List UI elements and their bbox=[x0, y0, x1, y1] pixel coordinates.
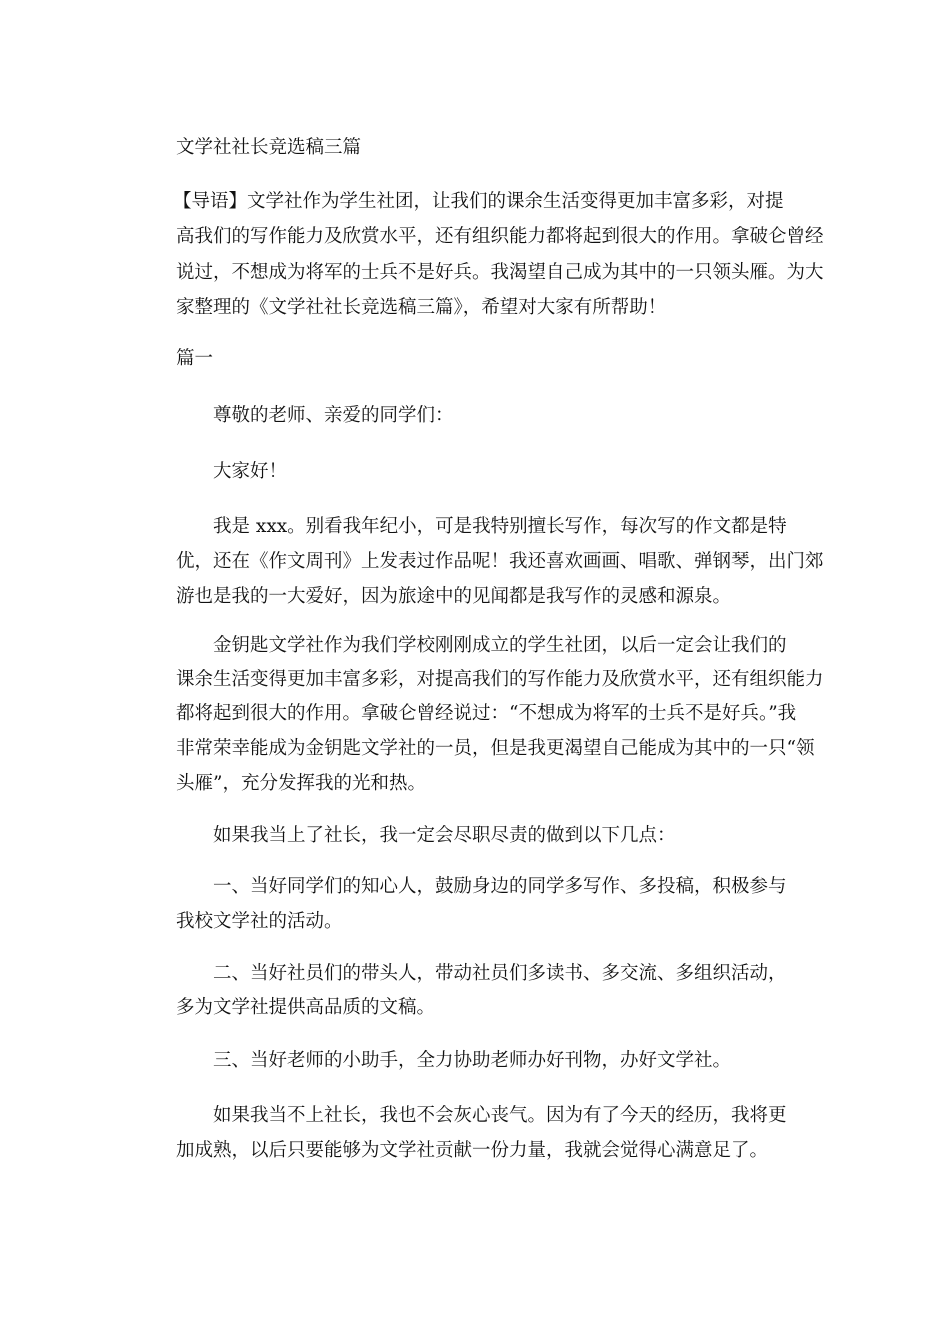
intro-line: 高我们的写作能力及欣赏水平，还有组织能力都将起到很大的作用。拿破仑曾经 bbox=[176, 226, 824, 247]
paragraph-line: 一、当好同学们的知心人，鼓励身边的同学多写作、多投稿，积极参与 bbox=[213, 876, 787, 897]
paragraph-line: 课余生活变得更加丰富多彩，对提高我们的写作能力及欣赏水平，还有组织能力 bbox=[176, 669, 824, 690]
salutation: 尊敬的老师、亲爱的同学们： bbox=[213, 405, 454, 426]
paragraph-line: 三、当好老师的小助手，全力协助老师办好刊物，办好文学社。 bbox=[213, 1050, 732, 1071]
paragraph-line: 游也是我的一大爱好，因为旅途中的见闻都是我写作的灵感和源泉。 bbox=[176, 586, 732, 607]
document-title: 文学社社长竞选稿三篇 bbox=[176, 137, 362, 158]
intro-line: 家整理的《文学社社长竞选稿三篇》，希望对大家有所帮助！ bbox=[176, 297, 667, 318]
paragraph-line: 二、当好社员们的带头人，带动社员们多读书、多交流、多组织活动， bbox=[213, 963, 787, 984]
paragraph-line: 加成熟，以后只要能够为文学社贡献一份力量，我就会觉得心满意足了。 bbox=[176, 1140, 769, 1161]
paragraph-line: 都将起到很大的作用。拿破仑曾经说过：“不想成为将军的士兵不是好兵。”我 bbox=[176, 703, 797, 724]
greeting: 大家好！ bbox=[213, 461, 288, 482]
paragraph-line: 多为文学社提供高品质的文稿。 bbox=[176, 997, 436, 1018]
paragraph-line: 我是 xxx。别看我年纪小，可是我特别擅长写作，每次写的作文都是特 bbox=[213, 516, 787, 537]
intro-line: 【导语】文学社作为学生社团，让我们的课余生活变得更加丰富多彩，对提 bbox=[173, 191, 784, 212]
section-heading: 篇一 bbox=[176, 348, 214, 369]
intro-line: 说过，不想成为将军的士兵不是好兵。我渴望自己成为其中的一只领头雁。为大 bbox=[176, 262, 824, 283]
paragraph-line: 我校文学社的活动。 bbox=[176, 911, 343, 932]
paragraph-line: 如果我当上了社长，我一定会尽职尽责的做到以下几点： bbox=[213, 825, 676, 846]
paragraph-line: 金钥匙文学社作为我们学校刚刚成立的学生社团，以后一定会让我们的 bbox=[213, 635, 787, 656]
paragraph-line: 如果我当不上社长，我也不会灰心丧气。因为有了今天的经历，我将更 bbox=[213, 1105, 787, 1126]
paragraph-line: 头雁”，充分发挥我的光和热。 bbox=[176, 773, 426, 794]
paragraph-line: 优，还在《作文周刊》上发表过作品呢！我还喜欢画画、唱歌、弹钢琴，出门郊 bbox=[176, 551, 824, 572]
paragraph-line: 非常荣幸能成为金钥匙文学社的一员，但是我更渴望自己能成为其中的一只“领 bbox=[176, 738, 815, 759]
